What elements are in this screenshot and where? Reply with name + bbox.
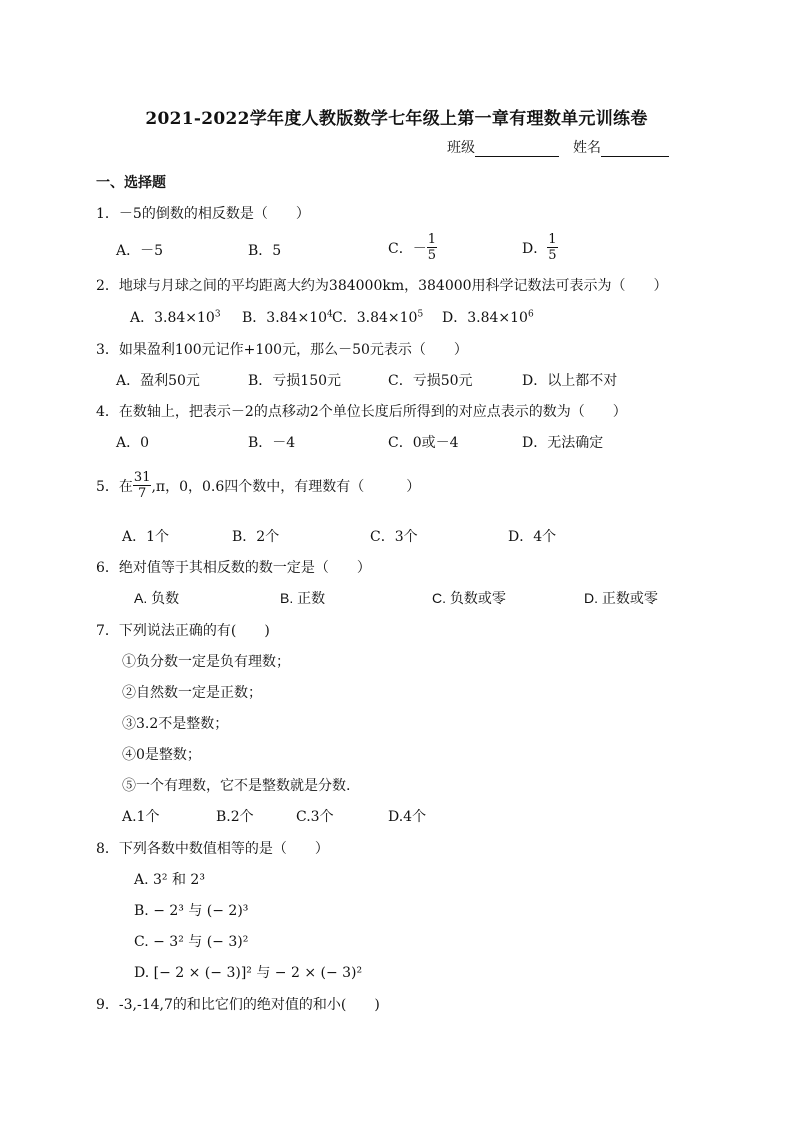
q7-statement-3: ③3.2不是整数；	[122, 716, 229, 732]
q8-option-d: D. [− 2 × (− 3)]² 与 − 2 × (− 3)²	[134, 965, 363, 981]
class-blank[interactable]	[475, 142, 559, 157]
q8-option-a: A. 3² 和 2³	[134, 872, 205, 888]
q5-fraction: $\frac{31}{7}$	[133, 470, 151, 501]
q4-option-a: A．0	[116, 435, 150, 451]
q7-statement-1: ①负分数一定是负有理数；	[122, 654, 290, 670]
q5-option-b: B．2个	[232, 529, 280, 545]
q3-option-a: A．盈利50元	[116, 373, 200, 389]
section-title: 一、选择题	[96, 175, 166, 191]
question-7: 7．下列说法正确的有( )	[96, 623, 270, 639]
q4-option-c: C．0或－4	[388, 435, 459, 451]
page-title: 2021-2022学年度人教版数学七年级上第一章有理数单元训练卷	[145, 109, 648, 129]
q2-option-a: A．$3.84\times 10^3$	[130, 309, 221, 326]
q7-option-c: C.3个	[296, 809, 334, 825]
question-6: 6．绝对值等于其相反数的数一定是（ ）	[96, 560, 371, 576]
question-8: 8．下列各数中数值相等的是（ ）	[96, 841, 329, 857]
q6-option-c: C. 负数或零	[432, 590, 506, 606]
question-9: 9．-3,-14,7的和比它们的绝对值的和小( )	[96, 997, 380, 1013]
q7-statement-5: ⑤一个有理数，它不是整数就是分数.	[122, 778, 351, 794]
q5-option-a: A．1个	[122, 529, 170, 545]
q4-option-d: D．无法确定	[522, 435, 604, 451]
question-3: 3．如果盈利100元记作+100元，那么－50元表示（ ）	[96, 342, 468, 358]
question-1: 1．－5的倒数的相反数是（ ）	[96, 206, 310, 222]
q1-option-b: B．5	[248, 243, 282, 259]
name-blank[interactable]	[601, 142, 669, 157]
q7-statement-4: ④0是整数；	[122, 747, 201, 763]
q7-statement-2: ②自然数一定是正数；	[122, 685, 262, 701]
q6-option-d: D. 正数或零	[584, 590, 658, 606]
class-name-line	[447, 137, 669, 157]
q3-option-b: B．亏损150元	[248, 373, 342, 389]
question-2: 2．地球与月球之间的平均距离大约为384000km，384000用科学记数法可表示为（ ）	[96, 278, 668, 294]
question-4: 4．在数轴上，把表示－2的点移动2个单位长度后所得到的对应点表示的数为（ ）	[96, 404, 627, 420]
q2-option-b: B．$3.84\times 10^4$	[242, 309, 333, 326]
q7-option-b: B.2个	[216, 809, 254, 825]
q3-option-d: D．以上都不对	[522, 373, 618, 389]
q7-option-d: D.4个	[388, 809, 427, 825]
q3-option-c: C．亏损50元	[388, 373, 473, 389]
class-label: 班级	[447, 140, 475, 156]
q1-d-fraction: $\frac{1}{5}$	[548, 232, 557, 263]
q1-option-a: A．－5	[116, 243, 164, 259]
name-label: 姓名	[573, 140, 601, 156]
q7-option-a: A.1个	[122, 809, 160, 825]
q6-option-b: B. 正数	[280, 590, 326, 606]
q2-option-c: C．$3.84\times 10^5$	[332, 309, 424, 326]
q8-option-b: B. − 2³ 与 (− 2)³	[134, 903, 249, 919]
q2-option-d: D．$3.84\times 10^6$	[442, 309, 534, 326]
q8-option-c: C. − 3² 与 (− 3)²	[134, 934, 249, 950]
q6-option-a: A. 负数	[134, 590, 180, 606]
q1-c-fraction: $\frac{1}{5}$	[427, 232, 436, 263]
question-5: 5．在 $\frac{31}{7}$ ,π，0，0.6四个数中，有理数有（ ）	[96, 470, 421, 501]
q1-option-d: D． $\frac{1}{5}$	[522, 232, 557, 263]
q5-option-d: D．4个	[508, 529, 557, 545]
q4-option-b: B．－4	[248, 435, 296, 451]
q1-option-c: C．－ $\frac{1}{5}$	[388, 232, 436, 263]
q5-option-c: C．3个	[370, 529, 418, 545]
